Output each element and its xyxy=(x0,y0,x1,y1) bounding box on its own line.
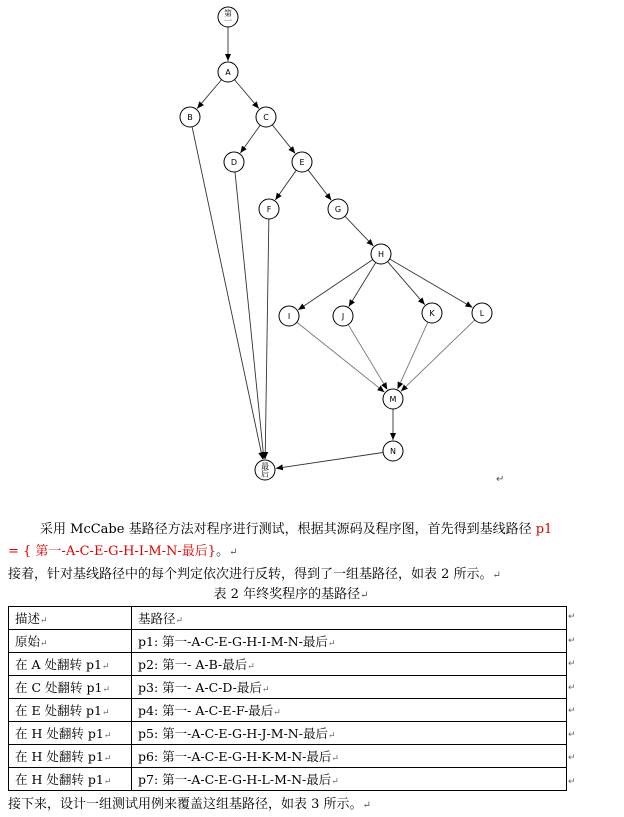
node-J xyxy=(333,306,353,326)
svg-text:一: 一 xyxy=(224,16,232,26)
cell-path: p3: 第一- A-C-D-最后↵ xyxy=(132,676,567,699)
edge-I-M xyxy=(297,322,385,392)
row-end-mark: ↵ xyxy=(568,753,576,763)
edge-H-K xyxy=(388,262,425,305)
svg-text:A: A xyxy=(225,68,231,77)
edge-N-last xyxy=(276,452,383,468)
svg-text:I: I xyxy=(287,312,291,321)
svg-text:B: B xyxy=(187,113,193,122)
svg-text:后: 后 xyxy=(261,469,269,479)
edge-A-C xyxy=(234,80,258,109)
svg-text:K: K xyxy=(429,309,435,318)
table-row xyxy=(9,699,567,722)
baseline-path-label: p1 xyxy=(535,522,553,537)
cell-path: p7: 第一-A-C-E-G-H-L-M-N-最后↵ xyxy=(132,768,567,791)
para2-text: 接着，针对基线路径中的每个判定依次进行反转，得到了一组基路径，如表 2 所示。 xyxy=(8,567,493,582)
table-row xyxy=(9,630,567,653)
svg-text:C: C xyxy=(263,113,269,122)
paragraph-mark: ↵ xyxy=(360,590,369,601)
node-M xyxy=(383,389,403,409)
edge-A-B xyxy=(197,80,221,109)
node-F xyxy=(259,199,279,219)
cell-description: 在 H 处翻转 p1↵ xyxy=(9,722,132,745)
para1-end: 。 xyxy=(216,544,230,559)
row-end-mark: ↵ xyxy=(568,729,576,740)
paragraph-mark: ↵ xyxy=(492,570,501,581)
svg-text:最: 最 xyxy=(261,462,269,471)
table-caption xyxy=(0,586,582,605)
edge-L-M xyxy=(401,320,475,391)
table-row xyxy=(9,745,567,768)
node-last xyxy=(255,460,275,480)
node-first xyxy=(218,7,238,27)
paragraph-mark: ↵ xyxy=(229,547,238,558)
cell-path: p2: 第一- A-B-最后↵ xyxy=(132,653,567,676)
paragraph-baseline-path xyxy=(8,519,608,564)
table-row xyxy=(9,768,567,791)
node-L xyxy=(472,303,492,323)
svg-text:L: L xyxy=(479,309,485,318)
node-K xyxy=(422,303,442,323)
svg-text:第: 第 xyxy=(224,9,232,18)
node-D xyxy=(224,152,244,172)
header-cell-description: 描述↵ xyxy=(9,607,132,630)
edge-H-L xyxy=(390,259,473,307)
row-end-mark: ↵ xyxy=(568,706,576,716)
edge-G-H xyxy=(345,216,373,246)
para3-text: 接下来，设计一组测试用例来覆盖这组基路径，如表 3 所示。 xyxy=(8,797,363,812)
row-end-mark: ↵ xyxy=(568,682,576,693)
edge-H-I xyxy=(298,260,373,310)
svg-text:E: E xyxy=(299,158,305,167)
header-cell-path: 基路径↵ xyxy=(132,607,567,630)
para1-text: 采用 McCabe 基路径方法对程序进行测试，根据其源码及程序图，首先得到基线路径 xyxy=(40,522,536,537)
cell-description: 在 H 处翻转 p1↵ xyxy=(9,768,132,791)
node-C xyxy=(256,107,276,127)
edge-K-M xyxy=(398,322,428,389)
node-H xyxy=(371,244,391,264)
edge-D-last xyxy=(235,172,264,459)
svg-text:F: F xyxy=(266,205,272,214)
paragraph-mark: ↵ xyxy=(496,474,505,485)
svg-text:M: M xyxy=(389,395,397,404)
edge-F-last xyxy=(265,219,269,459)
cell-description: 在 E 处翻转 p1↵ xyxy=(9,699,132,722)
basis-path-table xyxy=(8,606,567,791)
edge-B-last xyxy=(192,127,263,459)
cell-path: p1: 第一-A-C-E-G-H-I-M-N-最后↵ xyxy=(132,630,567,653)
svg-text:D: D xyxy=(230,158,238,167)
edge-H-J xyxy=(349,263,376,307)
svg-text:J: J xyxy=(341,312,345,321)
edge-E-F xyxy=(275,170,296,200)
table-header-row xyxy=(9,607,567,630)
cell-path: p6: 第一-A-C-E-G-H-K-M-N-最后↵ xyxy=(132,745,567,768)
row-end-mark: ↵ xyxy=(568,776,576,787)
cell-description: 在 H 处翻转 p1↵ xyxy=(9,745,132,768)
paragraph-test-cases xyxy=(8,796,608,815)
node-B xyxy=(180,107,200,127)
cell-description: 原始↵ xyxy=(9,630,132,653)
svg-text:N: N xyxy=(390,447,396,456)
row-end-mark: ↵ xyxy=(568,612,576,622)
node-E xyxy=(292,152,312,172)
svg-text:H: H xyxy=(377,250,385,259)
cell-description: 在 C 处翻转 p1↵ xyxy=(9,676,132,699)
cell-path: p4: 第一- A-C-E-F-最后↵ xyxy=(132,699,567,722)
paragraph-mark: ↵ xyxy=(362,800,371,811)
table-row xyxy=(9,722,567,745)
edge-E-G xyxy=(308,170,331,200)
svg-text:G: G xyxy=(334,205,342,214)
node-G xyxy=(328,199,348,219)
baseline-path-value: = { 第一-A-C-E-G-H-I-M-N-最后} xyxy=(8,544,217,559)
edge-C-D xyxy=(240,125,260,153)
node-I xyxy=(279,306,299,326)
table-row xyxy=(9,676,567,699)
row-end-mark: ↵ xyxy=(568,659,576,669)
cell-description: 在 A 处翻转 p1↵ xyxy=(9,653,132,676)
edge-J-M xyxy=(348,325,387,390)
caption-text: 表 2 年终奖程序的基路径 xyxy=(213,587,361,602)
node-N xyxy=(383,441,403,461)
row-end-mark: ↵ xyxy=(568,635,576,646)
cell-path: p5: 第一-A-C-E-G-H-J-M-N-最后↵ xyxy=(132,722,567,745)
paragraph-flip-decisions xyxy=(8,566,608,585)
node-A xyxy=(218,62,238,82)
edge-C-E xyxy=(272,125,295,154)
table-row xyxy=(9,653,567,676)
